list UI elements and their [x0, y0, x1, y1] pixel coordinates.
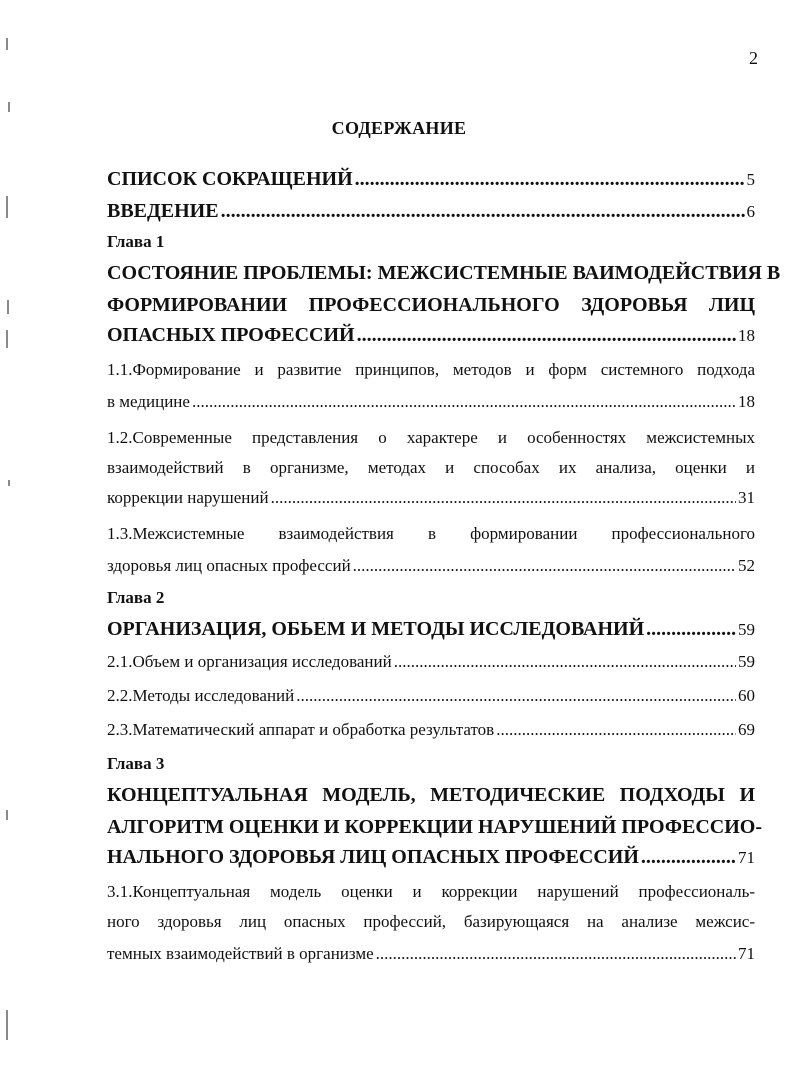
- toc-label: темных взаимодействий в организме: [107, 944, 374, 963]
- section-1-1-line1: 1.1.Формирование и развитие принципов, методов и форм системного подхода: [107, 360, 755, 379]
- chapter-title-3-line1: КОНЦЕПТУАЛЬНАЯ МОДЕЛЬ, МЕТОДИЧЕСКИЕ ПОДХОДЫ И: [107, 784, 755, 806]
- toc-label: НАЛЬНОГО ЗДОРОВЬЯ ЛИЦ ОПАСНЫХ ПРОФЕССИЙ: [107, 846, 639, 868]
- section-1-3-line1: 1.3.Межсистемные взаимодействия в формировании профессионального: [107, 524, 755, 543]
- toc-page: 71: [738, 944, 755, 963]
- toc-entry-introduction[interactable]: [107, 200, 755, 223]
- toc-entry-abbreviations[interactable]: [107, 168, 755, 191]
- toc-page: 59: [738, 652, 755, 671]
- toc-label: ОПАСНЫХ ПРОФЕССИЙ: [107, 324, 355, 346]
- leader-dots: [296, 686, 736, 706]
- toc-entry-chapter2[interactable]: [107, 618, 755, 641]
- scan-mark: [6, 38, 8, 50]
- page-title: СОДЕРЖАНИЕ: [331, 118, 467, 138]
- scan-mark: [6, 1010, 8, 1040]
- toc-page: 69: [738, 720, 755, 739]
- toc-entry-chapter3[interactable]: [107, 846, 755, 869]
- scan-mark: [6, 810, 8, 820]
- scan-mark: [8, 480, 10, 486]
- page-number: 2: [749, 48, 758, 68]
- toc-label: в медицине: [107, 392, 190, 411]
- toc-page: 31: [738, 488, 755, 507]
- toc-entry-section-1-2[interactable]: [107, 488, 755, 508]
- chapter-title-1-line1: СОСТОЯНИЕ ПРОБЛЕМЫ: МЕЖСИСТЕМНЫЕ ВАИМОДЕЙСТВИЯ В: [107, 262, 781, 284]
- chapter-heading-1: Глава 1: [107, 232, 165, 251]
- toc-label: СПИСОК СОКРАЩЕНИЙ: [107, 168, 353, 190]
- leader-dots: [357, 324, 736, 347]
- toc-page: 18: [738, 392, 755, 411]
- toc-entry-section-1-3[interactable]: [107, 556, 755, 576]
- leader-dots: [271, 488, 736, 508]
- toc-label: 2.2.Методы исследований: [107, 686, 295, 705]
- toc-page: 71: [738, 848, 755, 867]
- toc-page: 6: [746, 202, 755, 221]
- toc-page: 52: [738, 556, 755, 575]
- toc-label: 2.3.Математический аппарат и обработка результатов: [107, 720, 495, 739]
- section-1-2-line2: взаимодействий в организме, методах и способах их анализа, оценки и: [107, 458, 755, 477]
- toc-entry-section-3-1[interactable]: [107, 944, 755, 964]
- chapter-heading-3: Глава 3: [107, 754, 165, 773]
- leader-dots: [376, 944, 736, 964]
- toc-label: ОРГАНИЗАЦИЯ, ОБЬЕМ И МЕТОДЫ ИССЛЕДОВАНИЙ: [107, 618, 645, 640]
- toc-entry-section-1-1[interactable]: [107, 392, 755, 412]
- toc-page: 59: [738, 620, 755, 639]
- toc-entry-section-2-1[interactable]: [107, 652, 755, 672]
- leader-dots: [496, 720, 736, 740]
- leader-dots: [353, 556, 736, 576]
- leader-dots: [355, 168, 745, 191]
- leader-dots: [192, 392, 736, 412]
- toc-label: здоровья лиц опасных профессий: [107, 556, 351, 575]
- scan-mark: [6, 196, 8, 218]
- toc-entry-section-2-3[interactable]: [107, 720, 755, 740]
- toc-label: 2.1.Объем и организация исследований: [107, 652, 392, 671]
- toc-page: 60: [738, 686, 755, 705]
- toc-page: 18: [738, 326, 755, 345]
- section-3-1-line1: 3.1.Концептуальная модель оценки и коррекции нарушений профессиональ-: [107, 882, 755, 901]
- toc-label: коррекции нарушений: [107, 488, 269, 507]
- chapter-heading-2: Глава 2: [107, 588, 165, 607]
- toc-entry-chapter1[interactable]: [107, 324, 755, 347]
- leader-dots: [221, 200, 745, 223]
- leader-dots: [646, 618, 736, 641]
- leader-dots: [394, 652, 736, 672]
- scan-mark: [8, 102, 10, 112]
- scan-mark: [7, 300, 9, 314]
- toc-page: 5: [746, 170, 755, 189]
- chapter-title-1-line2: ФОРМИРОВАНИИ ПРОФЕССИОНАЛЬНОГО ЗДОРОВЬЯ ЛИЦ: [107, 294, 755, 316]
- section-1-2-line1: 1.2.Современные представления о характере и особенностях межсистемных: [107, 428, 755, 447]
- toc-label: ВВЕДЕНИЕ: [107, 200, 219, 222]
- section-3-1-line2: ного здоровья лиц опасных профессий, базирующаяся на анализе межсис-: [107, 912, 755, 931]
- toc-entry-section-2-2[interactable]: [107, 686, 755, 706]
- chapter-title-3-line2: АЛГОРИТМ ОЦЕНКИ И КОРРЕКЦИИ НАРУШЕНИЙ ПРОФЕССИО-: [107, 816, 762, 838]
- leader-dots: [641, 846, 736, 869]
- scan-mark: [6, 330, 8, 348]
